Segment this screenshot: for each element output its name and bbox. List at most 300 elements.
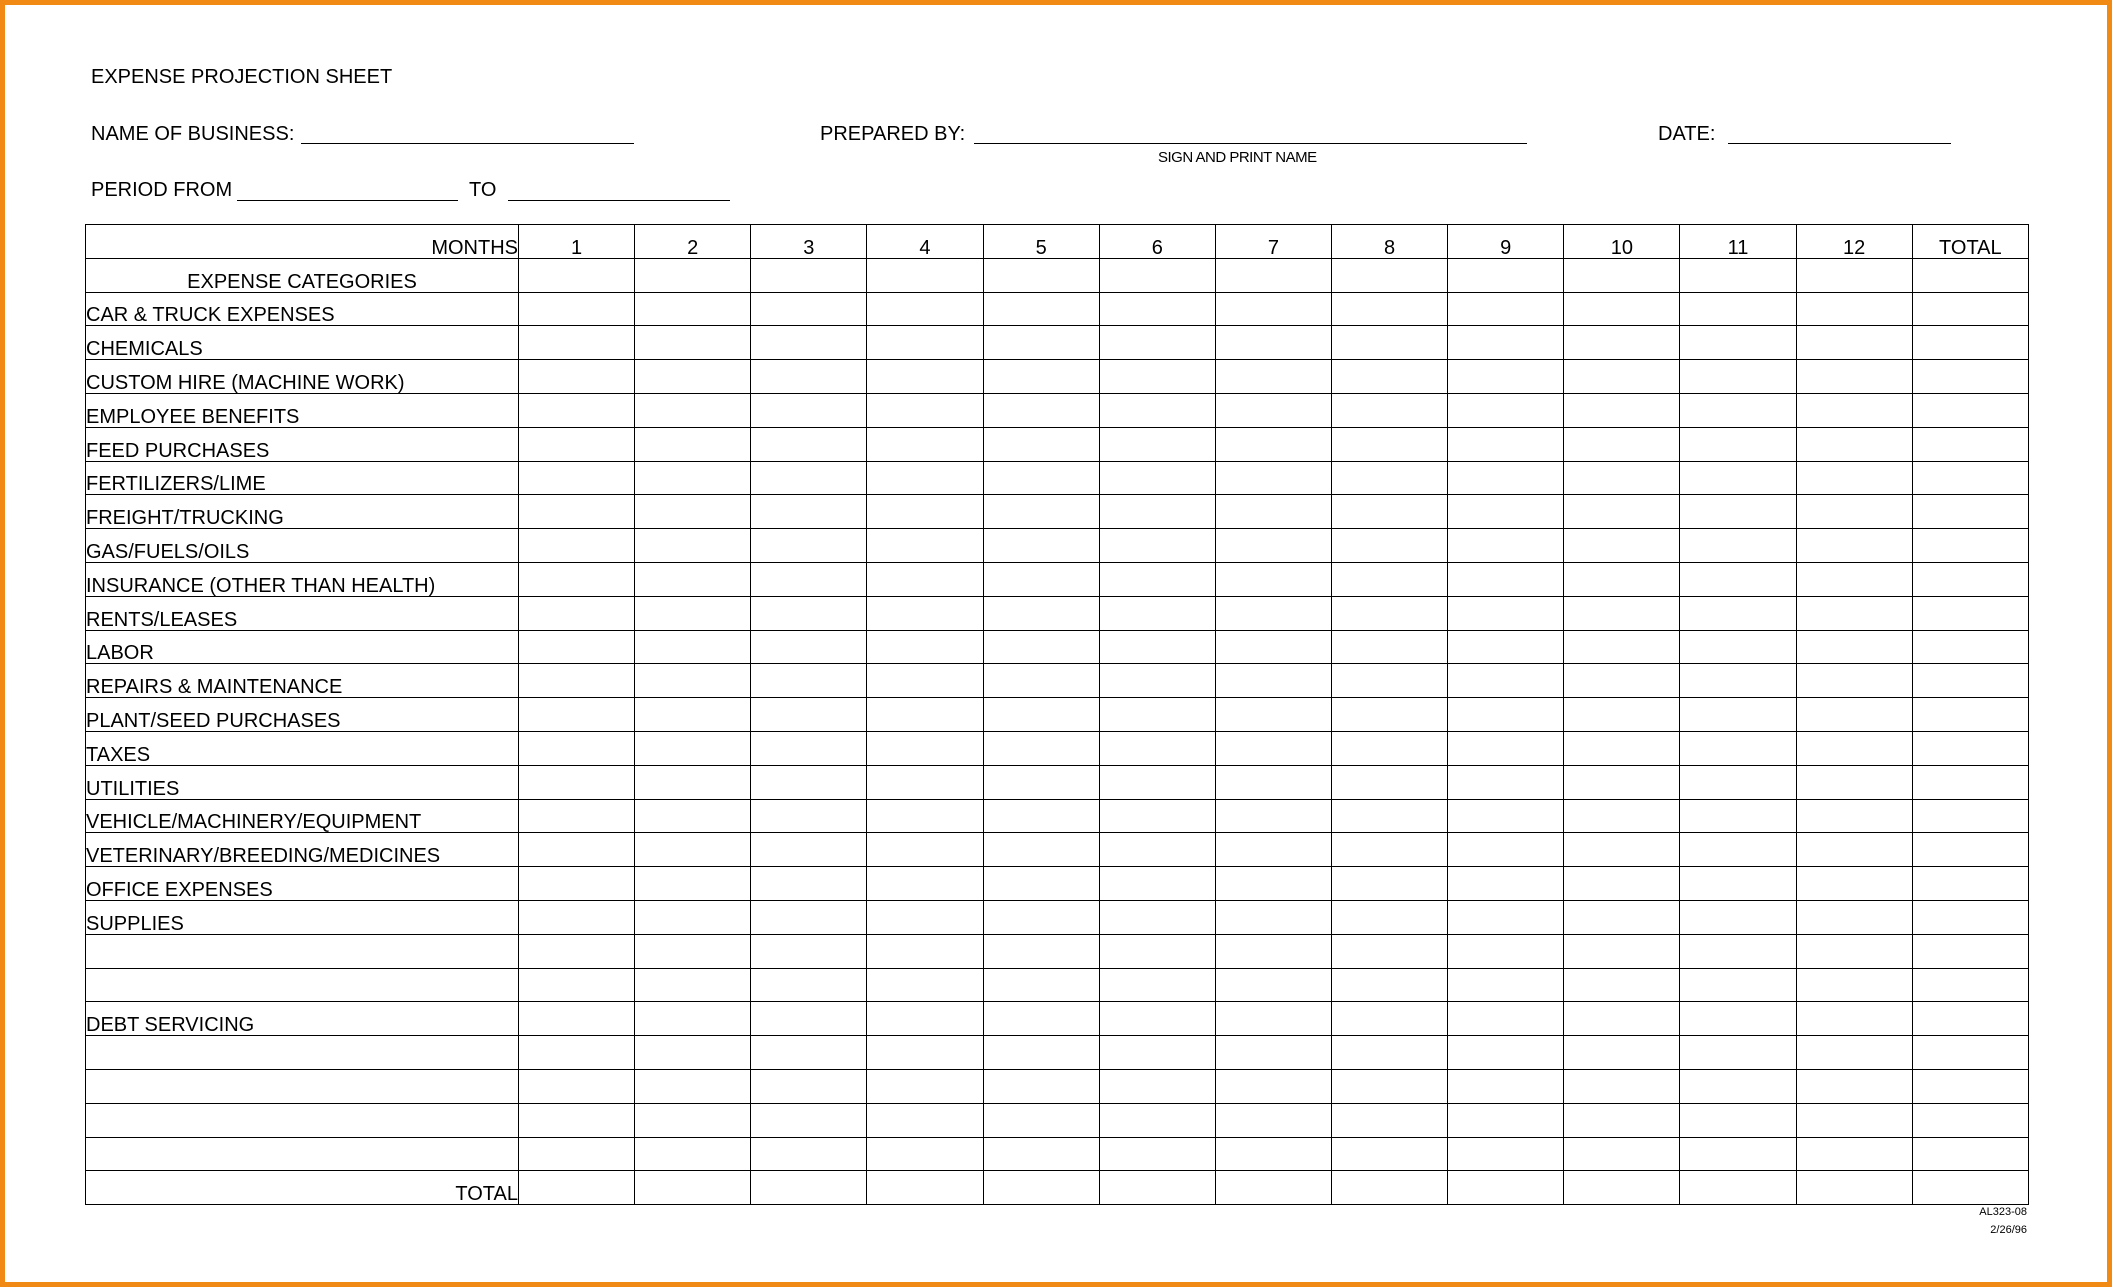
entry-cell[interactable] bbox=[1796, 258, 1912, 292]
entry-cell[interactable] bbox=[983, 596, 1099, 630]
entry-cell[interactable] bbox=[983, 799, 1099, 833]
row-total-cell[interactable] bbox=[1912, 833, 2028, 867]
entry-cell[interactable] bbox=[751, 596, 867, 630]
entry-cell[interactable] bbox=[867, 867, 983, 901]
entry-cell[interactable] bbox=[1796, 1069, 1912, 1103]
category-label[interactable] bbox=[86, 1103, 519, 1137]
entry-cell[interactable] bbox=[1448, 731, 1564, 765]
entry-cell[interactable] bbox=[1448, 1069, 1564, 1103]
entry-cell[interactable] bbox=[983, 1036, 1099, 1070]
entry-cell[interactable] bbox=[1680, 1137, 1796, 1171]
entry-cell[interactable] bbox=[1680, 765, 1796, 799]
entry-cell[interactable] bbox=[1099, 934, 1215, 968]
row-total-cell[interactable] bbox=[1912, 731, 2028, 765]
entry-cell[interactable] bbox=[751, 1137, 867, 1171]
entry-cell[interactable] bbox=[1680, 360, 1796, 394]
row-total-cell[interactable] bbox=[1912, 664, 2028, 698]
entry-cell[interactable] bbox=[635, 461, 751, 495]
entry-cell[interactable] bbox=[1564, 292, 1680, 326]
entry-cell[interactable] bbox=[635, 562, 751, 596]
entry-cell[interactable] bbox=[983, 258, 1099, 292]
entry-cell[interactable] bbox=[519, 258, 635, 292]
entry-cell[interactable] bbox=[1448, 562, 1564, 596]
entry-cell[interactable] bbox=[751, 1103, 867, 1137]
entry-cell[interactable] bbox=[1448, 596, 1564, 630]
entry-cell[interactable] bbox=[1099, 698, 1215, 732]
row-total-cell[interactable] bbox=[1912, 360, 2028, 394]
entry-cell[interactable] bbox=[1448, 495, 1564, 529]
entry-cell[interactable] bbox=[751, 833, 867, 867]
entry-cell[interactable] bbox=[1448, 765, 1564, 799]
entry-cell[interactable] bbox=[635, 393, 751, 427]
entry-cell[interactable] bbox=[751, 258, 867, 292]
entry-cell[interactable] bbox=[1680, 867, 1796, 901]
entry-cell[interactable] bbox=[635, 292, 751, 326]
entry-cell[interactable] bbox=[1099, 968, 1215, 1002]
entry-cell[interactable] bbox=[1215, 731, 1331, 765]
category-label[interactable] bbox=[86, 1137, 519, 1171]
entry-cell[interactable] bbox=[983, 1002, 1099, 1036]
entry-cell[interactable] bbox=[1215, 630, 1331, 664]
entry-cell[interactable] bbox=[1331, 968, 1447, 1002]
entry-cell[interactable] bbox=[867, 731, 983, 765]
entry-cell[interactable] bbox=[519, 833, 635, 867]
entry-cell[interactable] bbox=[1564, 799, 1680, 833]
entry-cell[interactable] bbox=[867, 698, 983, 732]
entry-cell[interactable] bbox=[1215, 360, 1331, 394]
month-total-cell[interactable] bbox=[1680, 1171, 1796, 1205]
entry-cell[interactable] bbox=[1912, 258, 2028, 292]
row-total-cell[interactable] bbox=[1912, 495, 2028, 529]
entry-cell[interactable] bbox=[751, 326, 867, 360]
entry-cell[interactable] bbox=[1215, 292, 1331, 326]
entry-cell[interactable] bbox=[635, 833, 751, 867]
entry-cell[interactable] bbox=[1099, 799, 1215, 833]
entry-cell[interactable] bbox=[1331, 326, 1447, 360]
entry-cell[interactable] bbox=[1331, 765, 1447, 799]
entry-cell[interactable] bbox=[519, 393, 635, 427]
entry-cell[interactable] bbox=[1331, 461, 1447, 495]
entry-cell[interactable] bbox=[751, 529, 867, 563]
entry-cell[interactable] bbox=[1796, 1036, 1912, 1070]
entry-cell[interactable] bbox=[1680, 900, 1796, 934]
entry-cell[interactable] bbox=[1680, 461, 1796, 495]
entry-cell[interactable] bbox=[751, 393, 867, 427]
entry-cell[interactable] bbox=[1331, 630, 1447, 664]
entry-cell[interactable] bbox=[1448, 1002, 1564, 1036]
entry-cell[interactable] bbox=[1564, 934, 1680, 968]
entry-cell[interactable] bbox=[1215, 765, 1331, 799]
entry-cell[interactable] bbox=[751, 360, 867, 394]
row-total-cell[interactable] bbox=[1912, 698, 2028, 732]
entry-cell[interactable] bbox=[867, 765, 983, 799]
row-total-cell[interactable] bbox=[1912, 326, 2028, 360]
entry-cell[interactable] bbox=[1331, 495, 1447, 529]
entry-cell[interactable] bbox=[1448, 461, 1564, 495]
entry-cell[interactable] bbox=[1796, 630, 1912, 664]
entry-cell[interactable] bbox=[1448, 867, 1564, 901]
entry-cell[interactable] bbox=[1564, 698, 1680, 732]
entry-cell[interactable] bbox=[867, 968, 983, 1002]
entry-cell[interactable] bbox=[1564, 630, 1680, 664]
entry-cell[interactable] bbox=[1796, 664, 1912, 698]
entry-cell[interactable] bbox=[983, 765, 1099, 799]
entry-cell[interactable] bbox=[1680, 1002, 1796, 1036]
entry-cell[interactable] bbox=[1680, 934, 1796, 968]
entry-cell[interactable] bbox=[1099, 867, 1215, 901]
entry-cell[interactable] bbox=[983, 393, 1099, 427]
entry-cell[interactable] bbox=[1680, 1103, 1796, 1137]
entry-cell[interactable] bbox=[635, 1069, 751, 1103]
entry-cell[interactable] bbox=[1331, 833, 1447, 867]
row-total-cell[interactable] bbox=[1912, 630, 2028, 664]
entry-cell[interactable] bbox=[635, 664, 751, 698]
entry-cell[interactable] bbox=[519, 495, 635, 529]
entry-cell[interactable] bbox=[1099, 529, 1215, 563]
month-total-cell[interactable] bbox=[1099, 1171, 1215, 1205]
entry-cell[interactable] bbox=[1331, 393, 1447, 427]
entry-cell[interactable] bbox=[1215, 1069, 1331, 1103]
entry-cell[interactable] bbox=[635, 765, 751, 799]
entry-cell[interactable] bbox=[1564, 326, 1680, 360]
prepared-by-field[interactable] bbox=[974, 143, 1527, 144]
month-total-cell[interactable] bbox=[1215, 1171, 1331, 1205]
entry-cell[interactable] bbox=[1796, 393, 1912, 427]
entry-cell[interactable] bbox=[1796, 427, 1912, 461]
row-total-cell[interactable] bbox=[1912, 1036, 2028, 1070]
entry-cell[interactable] bbox=[1331, 596, 1447, 630]
entry-cell[interactable] bbox=[1331, 562, 1447, 596]
entry-cell[interactable] bbox=[1448, 360, 1564, 394]
month-total-cell[interactable] bbox=[1796, 1171, 1912, 1205]
entry-cell[interactable] bbox=[751, 630, 867, 664]
entry-cell[interactable] bbox=[1680, 427, 1796, 461]
entry-cell[interactable] bbox=[1331, 900, 1447, 934]
entry-cell[interactable] bbox=[1680, 698, 1796, 732]
entry-cell[interactable] bbox=[1448, 1036, 1564, 1070]
entry-cell[interactable] bbox=[983, 1137, 1099, 1171]
entry-cell[interactable] bbox=[867, 799, 983, 833]
entry-cell[interactable] bbox=[1680, 1069, 1796, 1103]
entry-cell[interactable] bbox=[1215, 258, 1331, 292]
row-total-cell[interactable] bbox=[1912, 529, 2028, 563]
entry-cell[interactable] bbox=[1796, 799, 1912, 833]
entry-cell[interactable] bbox=[635, 1036, 751, 1070]
entry-cell[interactable] bbox=[1331, 1137, 1447, 1171]
entry-cell[interactable] bbox=[519, 1002, 635, 1036]
entry-cell[interactable] bbox=[1331, 799, 1447, 833]
entry-cell[interactable] bbox=[1099, 1069, 1215, 1103]
entry-cell[interactable] bbox=[1796, 461, 1912, 495]
entry-cell[interactable] bbox=[983, 326, 1099, 360]
entry-cell[interactable] bbox=[1564, 495, 1680, 529]
entry-cell[interactable] bbox=[1215, 867, 1331, 901]
month-total-cell[interactable] bbox=[635, 1171, 751, 1205]
entry-cell[interactable] bbox=[1564, 562, 1680, 596]
entry-cell[interactable] bbox=[1796, 596, 1912, 630]
entry-cell[interactable] bbox=[1331, 664, 1447, 698]
entry-cell[interactable] bbox=[751, 934, 867, 968]
entry-cell[interactable] bbox=[1680, 968, 1796, 1002]
category-label[interactable] bbox=[86, 1069, 519, 1103]
row-total-cell[interactable] bbox=[1912, 1069, 2028, 1103]
entry-cell[interactable] bbox=[1796, 1137, 1912, 1171]
row-total-cell[interactable] bbox=[1912, 461, 2028, 495]
entry-cell[interactable] bbox=[1099, 258, 1215, 292]
entry-cell[interactable] bbox=[1215, 799, 1331, 833]
entry-cell[interactable] bbox=[1564, 529, 1680, 563]
entry-cell[interactable] bbox=[983, 833, 1099, 867]
entry-cell[interactable] bbox=[519, 1137, 635, 1171]
entry-cell[interactable] bbox=[1215, 833, 1331, 867]
entry-cell[interactable] bbox=[1564, 360, 1680, 394]
entry-cell[interactable] bbox=[1099, 664, 1215, 698]
entry-cell[interactable] bbox=[1564, 833, 1680, 867]
entry-cell[interactable] bbox=[1331, 1069, 1447, 1103]
row-total-cell[interactable] bbox=[1912, 799, 2028, 833]
entry-cell[interactable] bbox=[1564, 461, 1680, 495]
entry-cell[interactable] bbox=[1448, 664, 1564, 698]
entry-cell[interactable] bbox=[1099, 1002, 1215, 1036]
entry-cell[interactable] bbox=[1448, 1103, 1564, 1137]
entry-cell[interactable] bbox=[1564, 596, 1680, 630]
entry-cell[interactable] bbox=[1564, 900, 1680, 934]
entry-cell[interactable] bbox=[867, 427, 983, 461]
entry-cell[interactable] bbox=[519, 731, 635, 765]
entry-cell[interactable] bbox=[519, 461, 635, 495]
entry-cell[interactable] bbox=[983, 731, 1099, 765]
entry-cell[interactable] bbox=[519, 799, 635, 833]
entry-cell[interactable] bbox=[1448, 900, 1564, 934]
entry-cell[interactable] bbox=[1099, 562, 1215, 596]
entry-cell[interactable] bbox=[1215, 664, 1331, 698]
entry-cell[interactable] bbox=[867, 461, 983, 495]
entry-cell[interactable] bbox=[867, 360, 983, 394]
entry-cell[interactable] bbox=[1448, 1137, 1564, 1171]
entry-cell[interactable] bbox=[1215, 968, 1331, 1002]
entry-cell[interactable] bbox=[1215, 495, 1331, 529]
entry-cell[interactable] bbox=[519, 1036, 635, 1070]
month-total-cell[interactable] bbox=[519, 1171, 635, 1205]
entry-cell[interactable] bbox=[1680, 529, 1796, 563]
entry-cell[interactable] bbox=[867, 292, 983, 326]
entry-cell[interactable] bbox=[1448, 427, 1564, 461]
entry-cell[interactable] bbox=[983, 562, 1099, 596]
entry-cell[interactable] bbox=[1448, 833, 1564, 867]
entry-cell[interactable] bbox=[1796, 529, 1912, 563]
entry-cell[interactable] bbox=[1099, 1036, 1215, 1070]
entry-cell[interactable] bbox=[1796, 968, 1912, 1002]
entry-cell[interactable] bbox=[1564, 393, 1680, 427]
entry-cell[interactable] bbox=[983, 427, 1099, 461]
entry-cell[interactable] bbox=[867, 326, 983, 360]
entry-cell[interactable] bbox=[635, 326, 751, 360]
row-total-cell[interactable] bbox=[1912, 1002, 2028, 1036]
entry-cell[interactable] bbox=[1796, 292, 1912, 326]
entry-cell[interactable] bbox=[1331, 292, 1447, 326]
entry-cell[interactable] bbox=[1448, 529, 1564, 563]
entry-cell[interactable] bbox=[1796, 360, 1912, 394]
entry-cell[interactable] bbox=[1796, 900, 1912, 934]
entry-cell[interactable] bbox=[1448, 292, 1564, 326]
row-total-cell[interactable] bbox=[1912, 765, 2028, 799]
entry-cell[interactable] bbox=[1564, 1137, 1680, 1171]
entry-cell[interactable] bbox=[1448, 698, 1564, 732]
entry-cell[interactable] bbox=[1796, 1002, 1912, 1036]
entry-cell[interactable] bbox=[1448, 799, 1564, 833]
entry-cell[interactable] bbox=[983, 1069, 1099, 1103]
entry-cell[interactable] bbox=[519, 562, 635, 596]
entry-cell[interactable] bbox=[519, 765, 635, 799]
entry-cell[interactable] bbox=[519, 968, 635, 1002]
row-total-cell[interactable] bbox=[1912, 867, 2028, 901]
entry-cell[interactable] bbox=[635, 731, 751, 765]
entry-cell[interactable] bbox=[751, 867, 867, 901]
entry-cell[interactable] bbox=[635, 1137, 751, 1171]
entry-cell[interactable] bbox=[1215, 427, 1331, 461]
entry-cell[interactable] bbox=[635, 596, 751, 630]
entry-cell[interactable] bbox=[867, 900, 983, 934]
entry-cell[interactable] bbox=[519, 596, 635, 630]
entry-cell[interactable] bbox=[1680, 326, 1796, 360]
entry-cell[interactable] bbox=[1215, 900, 1331, 934]
entry-cell[interactable] bbox=[519, 630, 635, 664]
entry-cell[interactable] bbox=[983, 1103, 1099, 1137]
entry-cell[interactable] bbox=[1215, 934, 1331, 968]
entry-cell[interactable] bbox=[867, 934, 983, 968]
entry-cell[interactable] bbox=[1448, 326, 1564, 360]
entry-cell[interactable] bbox=[867, 1137, 983, 1171]
entry-cell[interactable] bbox=[635, 900, 751, 934]
entry-cell[interactable] bbox=[635, 1002, 751, 1036]
entry-cell[interactable] bbox=[867, 393, 983, 427]
entry-cell[interactable] bbox=[751, 664, 867, 698]
entry-cell[interactable] bbox=[1564, 968, 1680, 1002]
entry-cell[interactable] bbox=[1680, 799, 1796, 833]
entry-cell[interactable] bbox=[1564, 1069, 1680, 1103]
entry-cell[interactable] bbox=[1331, 1002, 1447, 1036]
entry-cell[interactable] bbox=[1099, 1103, 1215, 1137]
entry-cell[interactable] bbox=[1331, 1036, 1447, 1070]
entry-cell[interactable] bbox=[1331, 360, 1447, 394]
entry-cell[interactable] bbox=[1680, 596, 1796, 630]
entry-cell[interactable] bbox=[1680, 664, 1796, 698]
entry-cell[interactable] bbox=[1331, 427, 1447, 461]
entry-cell[interactable] bbox=[635, 1103, 751, 1137]
entry-cell[interactable] bbox=[519, 427, 635, 461]
entry-cell[interactable] bbox=[1564, 258, 1680, 292]
entry-cell[interactable] bbox=[635, 698, 751, 732]
entry-cell[interactable] bbox=[1564, 1002, 1680, 1036]
entry-cell[interactable] bbox=[867, 1036, 983, 1070]
entry-cell[interactable] bbox=[635, 529, 751, 563]
entry-cell[interactable] bbox=[1099, 596, 1215, 630]
entry-cell[interactable] bbox=[1680, 292, 1796, 326]
entry-cell[interactable] bbox=[1099, 765, 1215, 799]
row-total-cell[interactable] bbox=[1912, 596, 2028, 630]
entry-cell[interactable] bbox=[1215, 529, 1331, 563]
entry-cell[interactable] bbox=[1796, 765, 1912, 799]
category-label[interactable] bbox=[86, 968, 519, 1002]
month-total-cell[interactable] bbox=[751, 1171, 867, 1205]
entry-cell[interactable] bbox=[519, 698, 635, 732]
entry-cell[interactable] bbox=[1796, 1103, 1912, 1137]
entry-cell[interactable] bbox=[751, 765, 867, 799]
entry-cell[interactable] bbox=[1331, 1103, 1447, 1137]
entry-cell[interactable] bbox=[1564, 664, 1680, 698]
entry-cell[interactable] bbox=[983, 664, 1099, 698]
entry-cell[interactable] bbox=[519, 292, 635, 326]
entry-cell[interactable] bbox=[1448, 258, 1564, 292]
entry-cell[interactable] bbox=[983, 529, 1099, 563]
entry-cell[interactable] bbox=[519, 326, 635, 360]
entry-cell[interactable] bbox=[867, 1069, 983, 1103]
entry-cell[interactable] bbox=[635, 968, 751, 1002]
entry-cell[interactable] bbox=[1099, 900, 1215, 934]
entry-cell[interactable] bbox=[867, 562, 983, 596]
entry-cell[interactable] bbox=[1680, 630, 1796, 664]
entry-cell[interactable] bbox=[867, 495, 983, 529]
entry-cell[interactable] bbox=[751, 292, 867, 326]
month-total-cell[interactable] bbox=[983, 1171, 1099, 1205]
period-to-field[interactable] bbox=[508, 200, 730, 201]
entry-cell[interactable] bbox=[983, 461, 1099, 495]
entry-cell[interactable] bbox=[751, 495, 867, 529]
row-total-cell[interactable] bbox=[1912, 427, 2028, 461]
entry-cell[interactable] bbox=[1448, 393, 1564, 427]
entry-cell[interactable] bbox=[751, 1069, 867, 1103]
entry-cell[interactable] bbox=[1331, 698, 1447, 732]
entry-cell[interactable] bbox=[1099, 833, 1215, 867]
entry-cell[interactable] bbox=[751, 731, 867, 765]
entry-cell[interactable] bbox=[751, 1036, 867, 1070]
entry-cell[interactable] bbox=[1564, 731, 1680, 765]
entry-cell[interactable] bbox=[1099, 326, 1215, 360]
entry-cell[interactable] bbox=[1099, 360, 1215, 394]
entry-cell[interactable] bbox=[867, 529, 983, 563]
entry-cell[interactable] bbox=[519, 360, 635, 394]
entry-cell[interactable] bbox=[1099, 630, 1215, 664]
row-total-cell[interactable] bbox=[1912, 934, 2028, 968]
entry-cell[interactable] bbox=[751, 1002, 867, 1036]
entry-cell[interactable] bbox=[519, 900, 635, 934]
category-label[interactable] bbox=[86, 934, 519, 968]
entry-cell[interactable] bbox=[983, 630, 1099, 664]
entry-cell[interactable] bbox=[635, 360, 751, 394]
entry-cell[interactable] bbox=[983, 698, 1099, 732]
month-total-cell[interactable] bbox=[867, 1171, 983, 1205]
entry-cell[interactable] bbox=[751, 968, 867, 1002]
entry-cell[interactable] bbox=[1796, 731, 1912, 765]
entry-cell[interactable] bbox=[751, 562, 867, 596]
entry-cell[interactable] bbox=[1796, 833, 1912, 867]
entry-cell[interactable] bbox=[867, 630, 983, 664]
entry-cell[interactable] bbox=[983, 867, 1099, 901]
month-total-cell[interactable] bbox=[1564, 1171, 1680, 1205]
entry-cell[interactable] bbox=[1331, 934, 1447, 968]
entry-cell[interactable] bbox=[867, 258, 983, 292]
entry-cell[interactable] bbox=[1796, 326, 1912, 360]
entry-cell[interactable] bbox=[1796, 495, 1912, 529]
entry-cell[interactable] bbox=[1448, 968, 1564, 1002]
entry-cell[interactable] bbox=[1099, 1137, 1215, 1171]
entry-cell[interactable] bbox=[1680, 1036, 1796, 1070]
entry-cell[interactable] bbox=[751, 799, 867, 833]
entry-cell[interactable] bbox=[635, 495, 751, 529]
entry-cell[interactable] bbox=[867, 596, 983, 630]
entry-cell[interactable] bbox=[751, 900, 867, 934]
entry-cell[interactable] bbox=[983, 900, 1099, 934]
